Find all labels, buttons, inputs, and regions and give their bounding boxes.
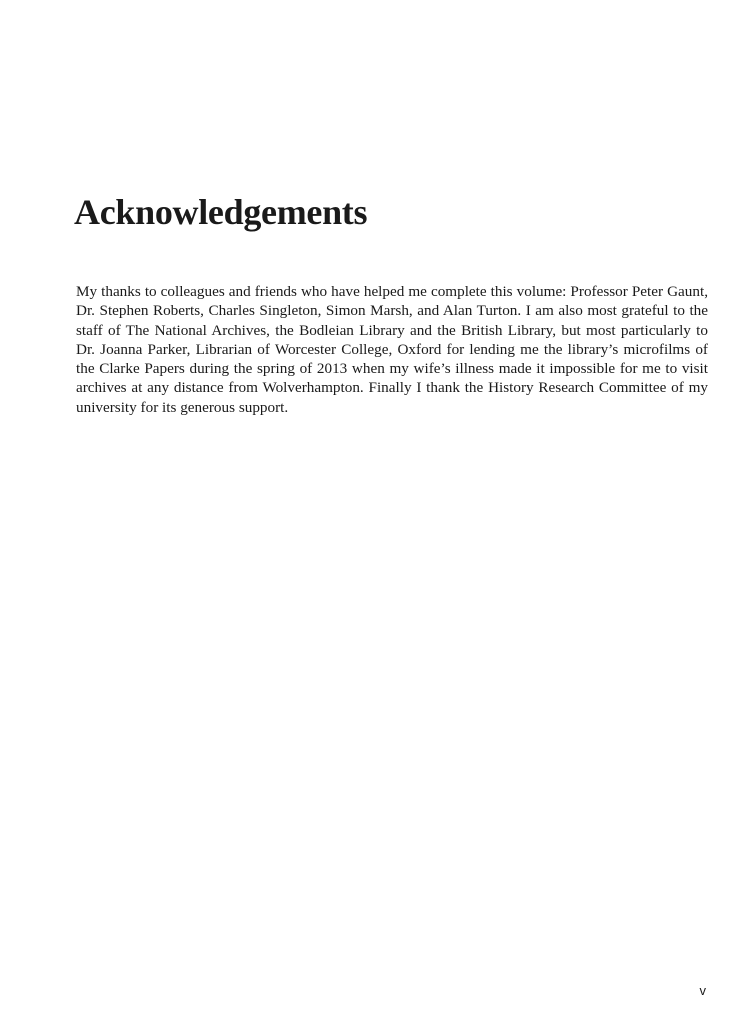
- page-title: Acknowledgements: [74, 192, 368, 232]
- page-number: v: [699, 983, 706, 998]
- acknowledgements-paragraph: My thanks to colleagues and friends who have helped me complete this volume: Professor Peter Gaunt, Dr. Stephen Roberts, Charles Singleton, Simon Marsh, and Alan Turton. I am also most grateful to the staff of The National Archives, the Bodleian Library and the British Library, but most particularly to Dr. Joanna Parker, Librarian of Worcester College, Oxford for lending me the library’s microfilms of the Clarke Papers during the spring of 2013 when my wife’s illness made it impossible for me to visit archives at any distance from Wolverhampton. Finally I thank the History Research Committee of my university for its generous support.: [76, 283, 708, 416]
